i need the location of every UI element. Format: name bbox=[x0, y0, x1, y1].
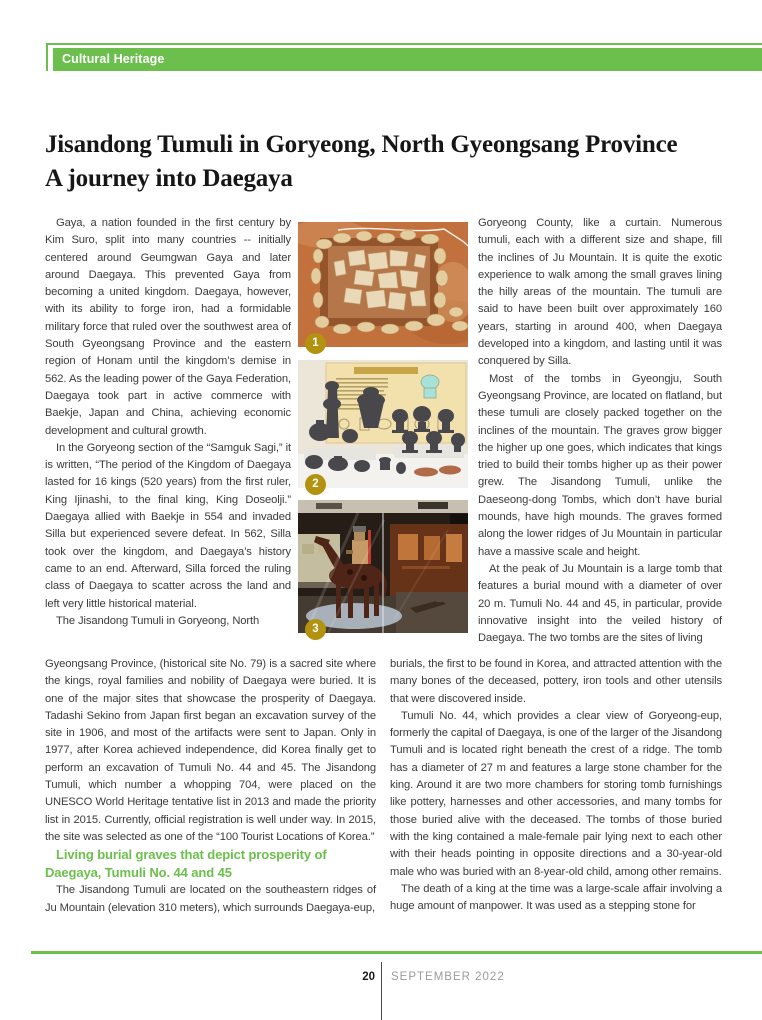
paragraph: In the Goryeong section of the “Samguk Sagi,” it is written, “The period of the Kingdom of Daegaya lasted for 16 kings (520 years) from the first ruler, King Ijinashi, to the final king, King Doseolji.” Daegaya allied with Baekje in 554 and invaded Silla but experienced severe defeat. In 562, Silla took over the kingdom, and Daegaya’s history came to an end. Afterward, Silla forced the ruling class of Daegaya to scatter across the land and left very little historical material. bbox=[45, 441, 291, 610]
body-column-top-left bbox=[45, 215, 291, 630]
paragraph: The Jisandong Tumuli are located on the southeastern ridges of Ju Mountain (elevation 310 meters), which surrounds Daegaya-eup, bbox=[45, 884, 376, 914]
page-title-line1: Jisandong Tumuli in Goryeong, North Gyeongsang Province bbox=[45, 131, 678, 158]
kicker-rule bbox=[46, 43, 762, 71]
paragraph: The Jisandong Tumuli in Goryeong, North bbox=[56, 614, 260, 627]
body-column-bottom-left bbox=[45, 656, 376, 917]
pottery-photo-image bbox=[298, 360, 468, 488]
section-heading: Living burial graves that depict prosperity of Daegaya, Tumuli No. 44 and 45 bbox=[45, 847, 327, 881]
excavation-photo-image bbox=[298, 222, 468, 347]
paragraph: The death of a king at the time was a large-scale affair involving a huge amount of manpower. It was used as a stepping stone for bbox=[390, 882, 722, 913]
paragraph: burials, the first to be found in Korea, and attracted attention with the many bones of the deceased, pottery, iron tools and other utensils that were discovered inside. bbox=[390, 658, 722, 705]
page-title-line2: A journey into Daegaya bbox=[45, 165, 293, 192]
paragraph: Gyeongsang Province, (historical site No. 79) is a sacred site where the kings, royal families and nobility of Daegaya were buried. It is one of the major sites that showcase the prosperity of Daegaya. Tadashi Sekino from Japan first began an excavation survey of the site in 1906, and most of the artifacts were sent to Japan. Only in 1977, after Korea achieved independence, did Korea finally get to perform an excavation of Tumuli No. 44 and 45. The Jisandong Tumuli, which number a whopping 704, were placed on the UNESCO World Heritage tentative list in 2013 and made the priority list in 2015. Currently, official registration is well under way. In 2015, the site was selected as one of the “100 Tourist Locations of Korea.” bbox=[45, 658, 376, 843]
page-number: 20 bbox=[362, 971, 375, 983]
figure-2-number-badge: 2 bbox=[305, 474, 326, 495]
paragraph: Gaya, a nation founded in the first century by Kim Suro, split into many countries -- initially centered around Geumgwan Gaya and later around Daegaya. This prevented Gaya from becoming a united kingdom. Daegaya, however, with its ability to forge iron, had a formidable military force that ruled over the southwest area of South Gyeongsang Province and the eastern region of Honam until the kingdom’s demise in 562. As the leading power of the Gaya Federation, Daegaya took part in active commerce with Baekje, Japan and China, achieving economic development and cultural growth. bbox=[45, 217, 291, 437]
figure-3-number-badge: 3 bbox=[305, 619, 326, 640]
kicker-label: Cultural Heritage bbox=[62, 52, 165, 66]
figure-1-number-badge: 1 bbox=[305, 333, 326, 354]
figure-horse-rider-photo bbox=[298, 500, 468, 633]
figure-pottery-photo bbox=[298, 360, 468, 488]
paragraph: Tumuli No. 44, which provides a clear view of Goryeong-eup, formerly the capital of Daegaya, is one of the larger of the Jisandong Tumuli and is located right beneath the crest of a ridge. The tomb has a diameter of 27 m and features a large stone chamber for the king. Around it are two more chambers for storing tomb furnishings like pottery, harnesses and other accessories, and many tombs for those buried alive with the deceased. The tombs of those buried with the king contained a male-female pair lying next to each other with their heads pointing in opposite directions and a 30-year-old male who was buried with an 8-year-old child, among other remains. bbox=[390, 709, 722, 878]
footer-divider bbox=[381, 962, 382, 1020]
figure-excavation-photo bbox=[298, 222, 468, 347]
issue-date: SEPTEMBER 2022 bbox=[391, 971, 505, 983]
kicker-bar bbox=[53, 48, 762, 71]
page-title bbox=[45, 128, 677, 196]
paragraph: At the peak of Ju Mountain is a large tomb that features a burial mound with a diameter of over 20 m. Tumuli No. 44 and 45, in particular, provide innovative insight into the veiled history of Daegaya. The two tombs are the sites of living bbox=[478, 562, 722, 645]
paragraph: Goryeong County, like a curtain. Numerous tumuli, each with a different size and shape, fill the inclines of Ju Mountain. It is quite the exotic experience to walk among the small graves lining the hilly areas of the mountain. The tumuli are said to have been built over approximately 160 years, starting in around 400, when Daegaya developed into a kingdom, and lasting until it was conquered by Silla. bbox=[478, 217, 722, 368]
body-column-top-right bbox=[478, 215, 722, 647]
paragraph: Most of the tombs in Gyeongju, South Gyeongsang Province, are located on flatland, but these tumuli are closely packed together on the inclines of the mountain. The graves grow bigger the higher up one goes, which indicates that kings tried to build their tombs higher up as their power grew. The Jisandong Tumuli, unlike the Daeseong-dong Tombs, which don’t have burial mounds, have high mounds. The graves formed along the lower ridges of Ju Mountain in particular have a massive scale and height. bbox=[478, 372, 722, 558]
body-column-bottom-right bbox=[390, 656, 722, 915]
footer-accent-rule bbox=[31, 951, 762, 954]
horse-rider-photo-image bbox=[298, 500, 468, 633]
